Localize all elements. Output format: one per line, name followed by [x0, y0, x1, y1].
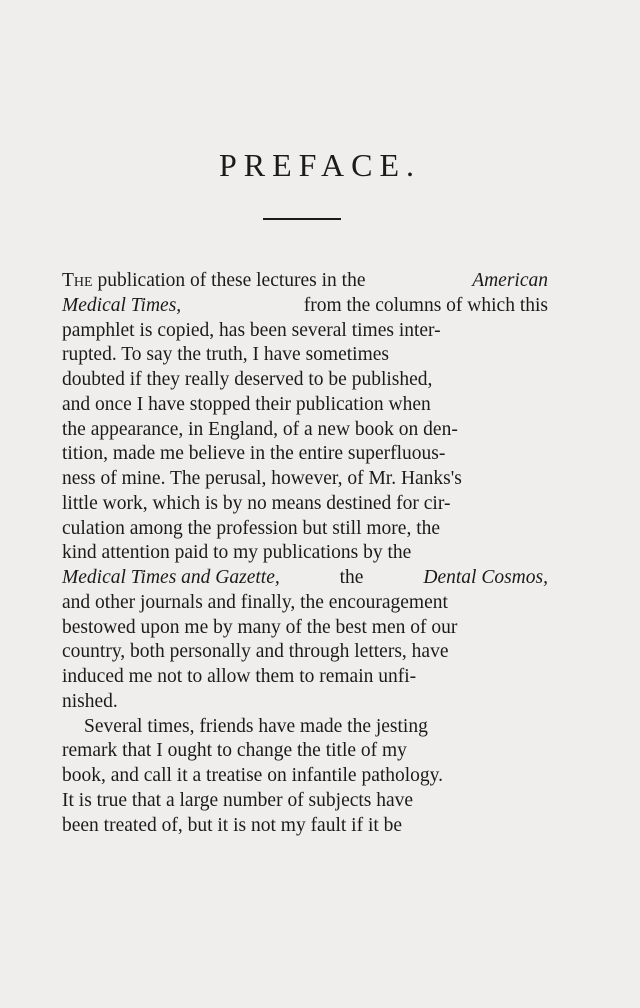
- text-line: [62, 566, 548, 591]
- text-line: induced me not to allow them to remain unfi-: [62, 666, 417, 687]
- preface-text: [62, 269, 548, 838]
- text-line: nished.: [62, 690, 118, 712]
- text-line: and once I have stopped their publication when: [62, 393, 431, 415]
- page-title: PREFACE.: [218, 147, 422, 184]
- text-line: [62, 269, 548, 294]
- text-line: bestowed upon me by many of the best men of our: [62, 616, 458, 638]
- text-line: little work, which is by no means destined for cir-: [62, 492, 451, 514]
- text-line: doubted if they really deserved to be published,: [62, 369, 433, 390]
- text-line: tition, made me believe in the entire superfluous-: [62, 443, 446, 465]
- text-span: publication of these lectures in the: [97, 270, 366, 291]
- italic-title: Dental Cosmos,: [423, 567, 548, 588]
- text-line: It is true that a large number of subjects have: [62, 789, 414, 811]
- text-line: kind attention paid to my publications by the: [62, 542, 412, 564]
- text-line: been treated of, but it is not my fault if it be: [62, 814, 403, 836]
- text-line: pamphlet is copied, has been several times inter-: [62, 319, 441, 341]
- text-line: rupted. To say the truth, I have sometimes: [62, 344, 389, 366]
- italic-title: Medical Times and Gazette,: [62, 567, 280, 588]
- text-line: culation among the profession but still more, the: [62, 517, 441, 539]
- italic-title: Medical Times,: [62, 294, 182, 316]
- text-line: [62, 294, 548, 319]
- text-line: Several times, friends have made the jesting: [84, 715, 428, 737]
- opening-word: The: [62, 270, 93, 291]
- text-line: ness of mine. The perusal, however, of Mr. Hanks's: [62, 468, 462, 489]
- text-span: from the columns of which this: [303, 294, 548, 316]
- title-rule: [263, 218, 341, 220]
- text-line: country, both personally and through letters, have: [62, 641, 449, 663]
- italic-title: American: [472, 270, 548, 291]
- text-span: the: [339, 567, 364, 588]
- text-line: the appearance, in England, of a new book on den-: [62, 418, 458, 440]
- text-line: book, and call it a treatise on infantile pathology.: [62, 765, 444, 786]
- text-line: and other journals and finally, the encouragement: [62, 591, 448, 613]
- text-line: remark that I ought to change the title of my: [62, 740, 407, 762]
